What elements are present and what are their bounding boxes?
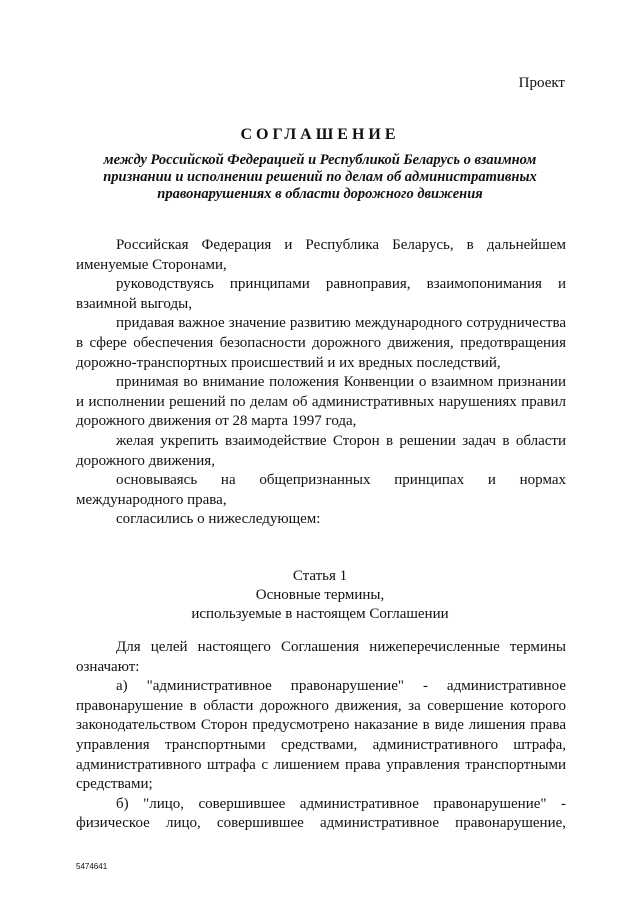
document-number: 5474641 — [76, 862, 108, 871]
article-number: Статья 1 — [292, 568, 348, 584]
document-subtitle: между Российской Федерацией и Республикой Беларусь о взаимном признании и исполнении решений по делам об административных правонарушениях в области дорожного движения — [103, 152, 537, 202]
article-paragraph: б) "лицо, совершившее административное правонарушение" - физическое лицо, совершившее административное правонарушение, — [76, 795, 566, 832]
preamble-paragraph: придавая важное значение развитию международного сотрудничества в сфере обеспечения безопасности дорожного движения, предотвращения дорожно-транспортных происшествий и их вредных последствий, — [76, 315, 566, 371]
preamble-paragraph: принимая во внимание положения Конвенции о взаимном признании и исполнении решений по делам об административных нарушениях правил дорожного движения от 28 марта 1997 года, — [76, 374, 566, 430]
preamble-paragraph: согласились о нижеследующем: — [116, 511, 321, 528]
preamble-paragraph: руководствуясь принципами равноправия, взаимопонимания и взаимной выгоды, — [76, 276, 566, 312]
preamble — [76, 236, 566, 530]
article-title-line: используемые в настоящем Соглашении — [191, 606, 449, 622]
article-heading — [0, 567, 640, 624]
article-paragraph: Для целей настоящего Соглашения нижеперечисленные термины означают: — [76, 639, 566, 675]
preamble-paragraph: желая укрепить взаимодействие Сторон в решении задач в области дорожного движения, — [76, 432, 566, 469]
preamble-paragraph: основываясь на общепризнанных принципах и нормах международного права, — [76, 472, 566, 508]
draft-label: Проект — [518, 75, 565, 91]
article-title-line: Основные термины, — [255, 587, 385, 603]
article-body — [76, 638, 566, 834]
preamble-paragraph: Российская Федерация и Республика Беларусь, в дальнейшем именуемые Сторонами, — [76, 237, 566, 273]
document-title: СОГЛАШЕНИЕ — [240, 126, 400, 143]
article-paragraph: а) "административное правонарушение" - административное правонарушение в области дорожного движения, за совершение которого законодательством Сторон предусмотрено наказание в виде лишения права управления транспортными средствами, административного штрафа, административного штрафа с лишением права управления транспортными средствами; — [76, 678, 566, 793]
